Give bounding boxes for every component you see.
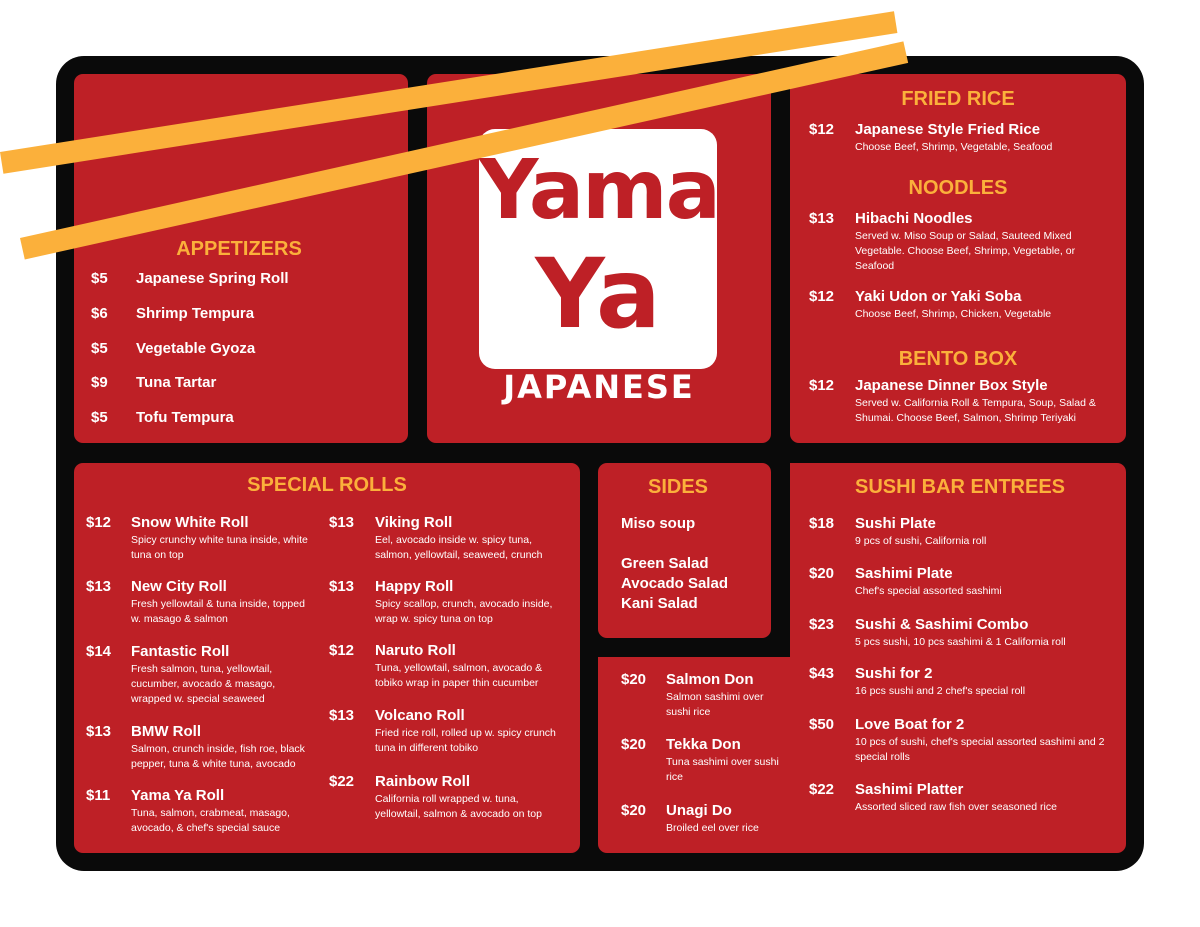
sushi-bar-item-name: Sushi for 2 bbox=[855, 665, 933, 682]
special-roll-left-desc: Fresh yellowtail & tuna inside, topped w. masago & salmon bbox=[131, 598, 305, 625]
appetizer-price: $6 bbox=[91, 305, 108, 322]
fried-rice-item-price: $12 bbox=[809, 121, 835, 138]
don-item-name: Unagi Do bbox=[666, 802, 732, 819]
special-roll-left-desc: Tuna, salmon, crabmeat, masago, avocado, & chef's special sauce bbox=[131, 807, 290, 834]
sushi-bar-item-name: Sashimi Plate bbox=[855, 565, 953, 582]
sushi-bar-item-desc: Assorted sliced raw fish over seasoned rice bbox=[855, 801, 1057, 813]
sushi-bar-item-desc: 16 pcs sushi and 2 chef's special roll bbox=[855, 685, 1026, 697]
logo-line1: Yama bbox=[479, 143, 719, 238]
special-roll-right-price: $13 bbox=[329, 514, 355, 531]
don-item-price: $20 bbox=[621, 802, 647, 819]
don-item-desc: Salmon sashimi over sushi rice bbox=[666, 691, 764, 718]
bento-item-name: Japanese Dinner Box Style bbox=[855, 377, 1048, 394]
fried-rice-item-name: Japanese Style Fried Rice bbox=[855, 121, 1041, 138]
special-roll-right-name: Volcano Roll bbox=[375, 707, 465, 724]
special-roll-right-price: $22 bbox=[329, 773, 355, 790]
sushi-bar-item-name: Sushi Plate bbox=[855, 515, 936, 532]
appetizer-name: Japanese Spring Roll bbox=[136, 270, 289, 287]
appetizer-price: $5 bbox=[91, 409, 108, 426]
noodles-item-desc: Served w. Miso Soup or Salad, Sauteed Mixed Vegetable. Choose Beef, Shrimp, Vegetable, or Seafood bbox=[855, 230, 1076, 272]
sushi-bar-item-price: $23 bbox=[809, 616, 835, 633]
special-roll-right-desc: Spicy scallop, crunch, avocado inside, wrap w. spicy tuna on top bbox=[375, 598, 553, 625]
special-roll-right-desc: Eel, avocado inside w. spicy tuna, salmon, yellowtail, seaweed, crunch bbox=[375, 534, 543, 561]
special-roll-right-desc: Fried rice roll, rolled up w. spicy crunch tuna in different tobiko bbox=[375, 727, 556, 754]
logo-subtitle: JAPANESE bbox=[503, 368, 695, 406]
special-roll-right-desc: Tuna, yellowtail, salmon, avocado & tobiko wrap in paper thin cucumber bbox=[375, 662, 543, 689]
side-item: Green Salad bbox=[621, 555, 709, 572]
special-roll-left-name: Fantastic Roll bbox=[131, 643, 230, 660]
noodles-heading: NOODLES bbox=[908, 177, 1008, 199]
don-item-price: $20 bbox=[621, 671, 647, 688]
sushi-bar-item-price: $43 bbox=[809, 665, 835, 682]
side-item: Kani Salad bbox=[621, 595, 698, 612]
noodles-item-price: $13 bbox=[809, 210, 835, 227]
special-roll-right-name: Naruto Roll bbox=[375, 642, 456, 659]
bento-heading: BENTO BOX bbox=[898, 348, 1018, 370]
appetizer-name: Tofu Tempura bbox=[136, 409, 234, 426]
sushi-bar-item-desc: 5 pcs sushi, 10 pcs sashimi & 1 California roll bbox=[855, 636, 1066, 648]
sushi-bar-item-price: $22 bbox=[809, 781, 835, 798]
special-roll-left-desc: Fresh salmon, tuna, yellowtail, cucumber, avocado & masago, wrapped w. special seaweed bbox=[131, 663, 276, 705]
fried-rice-heading: FRIED RICE bbox=[901, 88, 1015, 110]
logo-line2: Ya bbox=[535, 238, 661, 350]
special-roll-right-price: $13 bbox=[329, 578, 355, 595]
sushi-bar-heading: SUSHI BAR ENTREES bbox=[854, 476, 1066, 498]
logo-stamp bbox=[479, 129, 717, 369]
sushi-bar-item-desc: 9 pcs of sushi, California roll bbox=[855, 535, 987, 547]
special-roll-left-desc: Spicy crunchy white tuna inside, white tuna on top bbox=[131, 534, 308, 561]
don-item-desc: Broiled eel over rice bbox=[666, 822, 759, 834]
fried-rice-item-desc: Choose Beef, Shrimp, Vegetable, Seafood bbox=[855, 141, 1053, 153]
special-roll-left-name: New City Roll bbox=[131, 578, 227, 595]
special-rolls-heading: SPECIAL ROLLS bbox=[247, 474, 407, 496]
noodles-item-desc: Choose Beef, Shrimp, Chicken, Vegetable bbox=[855, 308, 1052, 320]
special-roll-right-price: $12 bbox=[329, 642, 355, 659]
special-roll-left-price: $11 bbox=[86, 787, 111, 804]
special-roll-left-name: Yama Ya Roll bbox=[131, 787, 225, 804]
don-item-desc: Tuna sashimi over sushi rice bbox=[666, 756, 779, 783]
sides-heading: SIDES bbox=[647, 476, 709, 498]
bento-item-price: $12 bbox=[809, 377, 835, 394]
noodles-item-name: Yaki Udon or Yaki Soba bbox=[855, 288, 1022, 305]
special-roll-left-desc: Salmon, crunch inside, fish roe, black pepper, tuna & white tuna, avocado bbox=[131, 743, 305, 770]
noodles-item-name: Hibachi Noodles bbox=[855, 210, 973, 227]
sushi-bar-item-desc: Chef's special assorted sashimi bbox=[855, 585, 1002, 597]
sushi-bar-item-price: $50 bbox=[809, 716, 835, 733]
special-roll-right-price: $13 bbox=[329, 707, 355, 724]
sushi-bar-item-price: $20 bbox=[809, 565, 835, 582]
don-item-price: $20 bbox=[621, 736, 647, 753]
sushi-bar-item-price: $18 bbox=[809, 515, 835, 532]
special-roll-right-desc: California roll wrapped w. tuna, yellowtail, salmon & avocado on top bbox=[375, 793, 542, 820]
appetizer-name: Tuna Tartar bbox=[136, 374, 217, 391]
special-roll-right-name: Happy Roll bbox=[375, 578, 454, 595]
special-roll-right-name: Rainbow Roll bbox=[375, 773, 470, 790]
side-item: Miso soup bbox=[621, 515, 696, 532]
special-roll-left-price: $13 bbox=[86, 578, 112, 595]
side-item: Avocado Salad bbox=[621, 575, 728, 592]
appetizer-name: Shrimp Tempura bbox=[136, 305, 255, 322]
appetizer-price: $5 bbox=[91, 340, 108, 357]
special-roll-left-price: $13 bbox=[86, 723, 112, 740]
appetizer-price: $5 bbox=[91, 270, 108, 287]
special-roll-right-name: Viking Roll bbox=[375, 514, 453, 531]
bento-item-desc: Served w. California Roll & Tempura, Soup, Salad & Shumai. Choose Beef, Salmon, Shrimp Teriyaki bbox=[855, 397, 1096, 424]
special-roll-left-name: BMW Roll bbox=[131, 723, 201, 740]
sushi-bar-item-name: Sashimi Platter bbox=[855, 781, 964, 798]
don-item-name: Salmon Don bbox=[666, 671, 754, 688]
special-roll-left-price: $14 bbox=[86, 643, 112, 660]
appetizer-price: $9 bbox=[91, 374, 108, 391]
noodles-item-price: $12 bbox=[809, 288, 835, 305]
appetizers-heading: APPETIZERS bbox=[176, 238, 302, 260]
don-item-name: Tekka Don bbox=[666, 736, 741, 753]
special-roll-left-price: $12 bbox=[86, 514, 112, 531]
sushi-bar-item-name: Love Boat for 2 bbox=[855, 716, 965, 733]
sushi-bar-item-desc: 10 pcs of sushi, chef's special assorted sashimi and 2 special rolls bbox=[855, 736, 1105, 763]
appetizer-name: Vegetable Gyoza bbox=[136, 340, 256, 357]
special-roll-left-name: Snow White Roll bbox=[131, 514, 249, 531]
sushi-bar-item-name: Sushi & Sashimi Combo bbox=[855, 616, 1029, 633]
